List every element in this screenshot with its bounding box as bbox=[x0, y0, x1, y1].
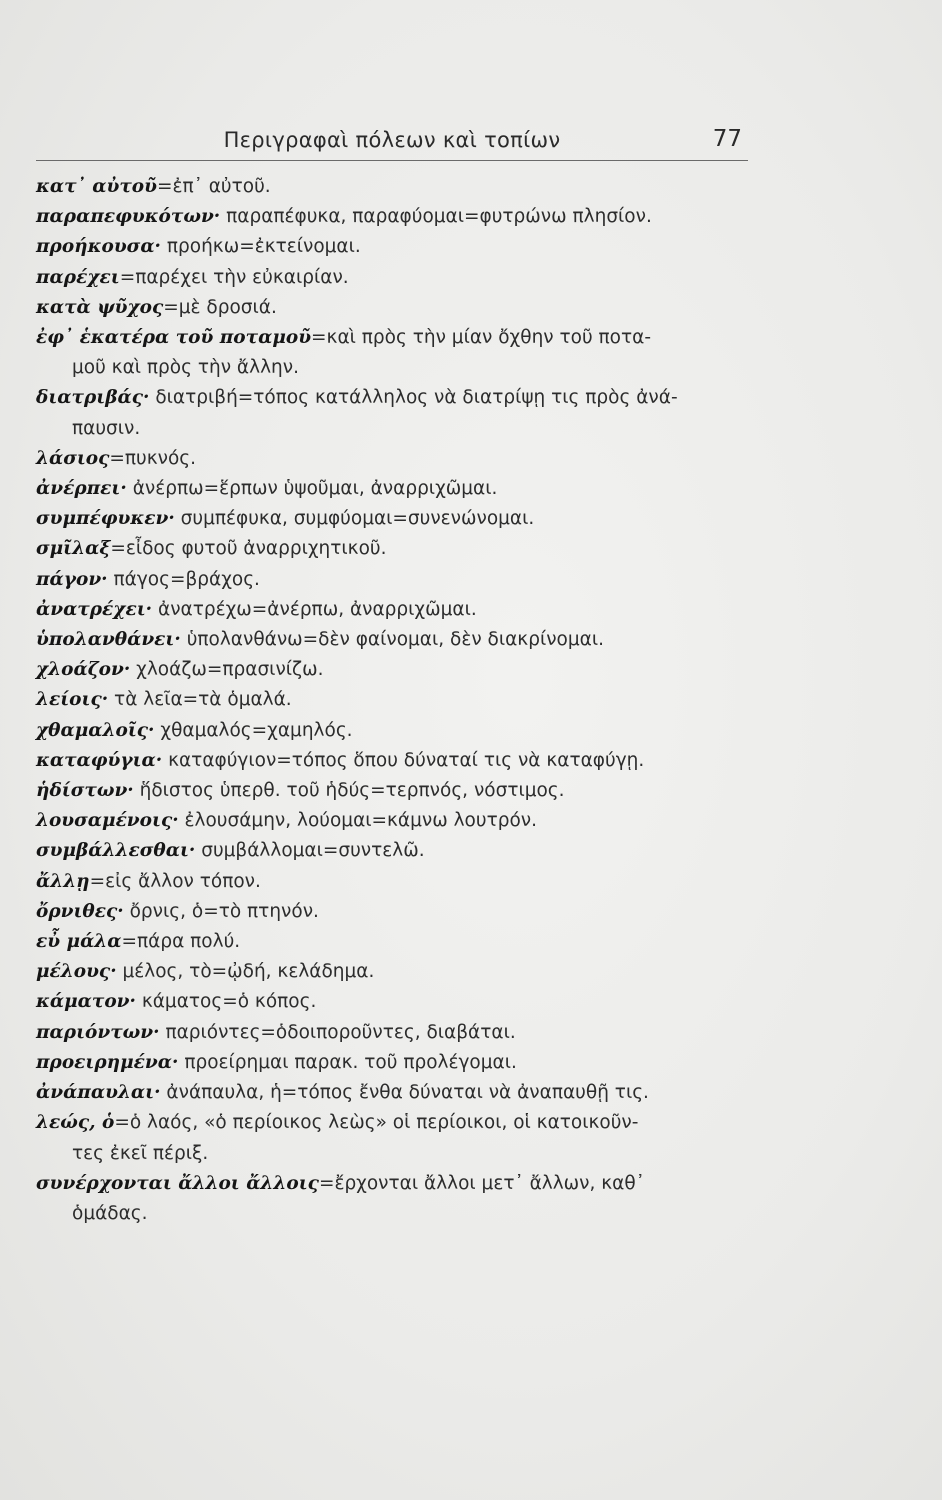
entry-lemma: ἄλλῃ bbox=[36, 870, 90, 892]
entry-continuation: ὁμάδας. bbox=[72, 1202, 148, 1224]
entry-lemma: ἀνατρέχει· bbox=[36, 598, 153, 620]
glossary-entry bbox=[36, 806, 748, 836]
entry-lemma: συνέρχονται ἄλλοι ἄλλοις bbox=[36, 1172, 319, 1194]
entry-gloss: διατριβή=τόπος κατάλληλος νὰ διατρίψῃ τις πρὸς ἀνά- bbox=[149, 387, 678, 409]
glossary-entry bbox=[36, 1078, 748, 1108]
entry-lemma: συμπέφυκεν· bbox=[36, 508, 175, 530]
glossary-entry bbox=[36, 293, 748, 323]
entry-gloss: =πυκνός. bbox=[109, 447, 197, 469]
entry-gloss: χθαμαλός=χαμηλός. bbox=[154, 719, 353, 741]
glossary-entry bbox=[36, 1108, 748, 1168]
entry-lemma: προειρημένα· bbox=[36, 1051, 179, 1073]
glossary-entry bbox=[36, 867, 748, 897]
entry-gloss: =ὁ λαός, «ὁ περίοικος λεὼς» οἱ περίοικοι, οἱ κατοικοῦν- bbox=[114, 1112, 639, 1134]
entry-lemma: λεώς, ὁ bbox=[36, 1112, 115, 1134]
entry-gloss: παραπέφυκα, παραφύομαι=φυτρώνω πλησίον. bbox=[220, 206, 652, 228]
entry-gloss: πάγος=βράχος. bbox=[107, 568, 260, 590]
glossary-entry bbox=[36, 987, 748, 1017]
entry-lemma: ὄρνιθες· bbox=[36, 900, 124, 922]
entry-lemma: καταφύγια· bbox=[36, 749, 163, 771]
entry-gloss: προείρημαι παρακ. τοῦ προλέγομαι. bbox=[178, 1051, 517, 1073]
entry-lemma: ἐφ᾿ ἑκατέρα τοῦ ποταμοῦ bbox=[36, 327, 312, 349]
entry-gloss: προήκω=ἐκτείνομαι. bbox=[161, 236, 361, 258]
glossary-entry bbox=[36, 323, 748, 383]
entry-lemma: λείοις· bbox=[36, 689, 109, 711]
page-number: 77 bbox=[712, 126, 742, 152]
glossary-entry bbox=[36, 685, 748, 715]
entry-gloss: =ἔρχονται ἄλλοι μετ᾿ ἄλλων, καθ᾿ bbox=[318, 1172, 645, 1194]
entry-lemma: χλοάζον· bbox=[36, 659, 131, 681]
glossary-entry bbox=[36, 957, 748, 987]
entry-lemma: κάματον· bbox=[36, 991, 136, 1013]
entry-gloss: ἥδιστος ὑπερθ. τοῦ ἡδύς=τερπνός, νόστιμος. bbox=[133, 780, 565, 802]
entry-gloss: καταφύγιον=τόπος ὅπου δύναταί τις νὰ καταφύγῃ. bbox=[162, 749, 645, 771]
entry-lemma: παριόντων· bbox=[36, 1021, 160, 1043]
glossary-entry bbox=[36, 263, 748, 293]
glossary-entry bbox=[36, 927, 748, 957]
glossary-entry bbox=[36, 1169, 748, 1229]
entry-gloss: ὄρνις, ὁ=τὸ πτηνόν. bbox=[123, 900, 319, 922]
entry-gloss: συμπέφυκα, συμφύομαι=συνενώνομαι. bbox=[174, 508, 535, 530]
entry-gloss: συμβάλλομαι=συντελῶ. bbox=[195, 840, 425, 862]
page-header bbox=[36, 120, 748, 161]
entry-lemma: ἀνέρπει· bbox=[36, 478, 127, 500]
glossary-list bbox=[36, 172, 748, 1229]
glossary-entry bbox=[36, 202, 748, 232]
entry-lemma: κατ᾿ αὐτοῦ bbox=[36, 176, 157, 197]
entry-gloss: ἐλουσάμην, λούομαι=κάμνω λουτρόν. bbox=[178, 810, 537, 832]
entry-lemma: πάγον· bbox=[36, 568, 108, 590]
running-head: Περιγραφαὶ πόλεων καὶ τοπίων bbox=[223, 128, 561, 152]
glossary-entry bbox=[36, 625, 748, 655]
entry-continuation: παυσιν. bbox=[72, 417, 141, 439]
entry-gloss: ἀνέρπω=ἕρπων ὑψοῦμαι, ἀναρριχῶμαι. bbox=[126, 478, 498, 500]
glossary-entry bbox=[36, 897, 748, 927]
entry-lemma: λουσαμένοις· bbox=[36, 810, 179, 832]
entry-lemma: ὑπολανθάνει· bbox=[36, 629, 181, 651]
entry-lemma: εὖ μάλα bbox=[36, 931, 122, 953]
entry-gloss: =εἶδος φυτοῦ ἀναρριχητικοῦ. bbox=[110, 538, 387, 560]
entry-gloss: =μὲ δροσιά. bbox=[163, 296, 277, 318]
entry-gloss: ἀνάπαυλα, ἡ=τόπος ἔνθα δύναται νὰ ἀναπαυθῇ τις. bbox=[160, 1082, 649, 1104]
entry-gloss: μέλος, τὸ=ᾠδή, κελάδημα. bbox=[116, 961, 375, 983]
entry-lemma: χθαμαλοῖς· bbox=[36, 719, 155, 741]
glossary-entry bbox=[36, 716, 748, 746]
entry-gloss: κάματος=ὁ κόπος. bbox=[135, 991, 317, 1013]
glossary-entry bbox=[36, 504, 748, 534]
glossary-entry bbox=[36, 474, 748, 504]
entry-gloss: χλοάζω=πρασινίζω. bbox=[130, 659, 324, 681]
entry-lemma: ἡδίστων· bbox=[36, 780, 134, 802]
glossary-entry bbox=[36, 565, 748, 595]
glossary-entry bbox=[36, 655, 748, 685]
entry-lemma: προήκουσα· bbox=[36, 236, 161, 258]
entry-lemma: συμβάλλεσθαι· bbox=[36, 840, 196, 862]
entry-gloss: =παρέχει τὴν εὐκαιρίαν. bbox=[119, 266, 349, 288]
glossary-entry bbox=[36, 595, 748, 625]
entry-lemma: λάσιος bbox=[36, 447, 110, 469]
entry-gloss: ὑπολανθάνω=δὲν φαίνομαι, δὲν διακρίνομαι. bbox=[180, 629, 604, 651]
glossary-entry bbox=[36, 172, 748, 202]
entry-gloss: ἀνατρέχω=ἀνέρπω, ἀναρριχῶμαι. bbox=[152, 598, 477, 620]
entry-gloss: =εἰς ἄλλον τόπον. bbox=[89, 870, 261, 892]
glossary-entry bbox=[36, 746, 748, 776]
glossary-entry bbox=[36, 836, 748, 866]
entry-lemma: μέλους· bbox=[36, 961, 117, 983]
entry-lemma: παραπεφυκότων· bbox=[36, 206, 221, 228]
glossary-entry bbox=[36, 1048, 748, 1078]
entry-lemma: κατὰ ψῦχος bbox=[36, 296, 164, 318]
glossary-entry bbox=[36, 232, 748, 262]
entry-gloss: τὰ λεῖα=τὰ ὁμαλά. bbox=[108, 689, 292, 711]
glossary-entry bbox=[36, 1018, 748, 1048]
entry-gloss: =καὶ πρὸς τὴν μίαν ὄχθην τοῦ ποτα- bbox=[311, 327, 652, 349]
entry-gloss: =ἐπ᾿ αὐτοῦ. bbox=[156, 176, 271, 197]
entry-gloss: παριόντες=ὁδοιποροῦντες, διαβάται. bbox=[159, 1021, 516, 1043]
glossary-entry bbox=[36, 534, 748, 564]
glossary-entry bbox=[36, 776, 748, 806]
entry-gloss: =πάρα πολύ. bbox=[121, 931, 241, 953]
glossary-entry bbox=[36, 383, 748, 443]
entry-lemma: διατριβάς· bbox=[36, 387, 150, 409]
glossary-entry bbox=[36, 444, 748, 474]
entry-continuation: τες ἐκεῖ πέριξ. bbox=[72, 1142, 209, 1164]
entry-lemma: ἀνάπαυλαι· bbox=[36, 1082, 161, 1104]
entry-lemma: παρέχει bbox=[36, 266, 120, 288]
entry-lemma: σμῖλαξ bbox=[36, 538, 111, 560]
entry-continuation: μοῦ καὶ πρὸς τὴν ἄλλην. bbox=[72, 357, 299, 379]
